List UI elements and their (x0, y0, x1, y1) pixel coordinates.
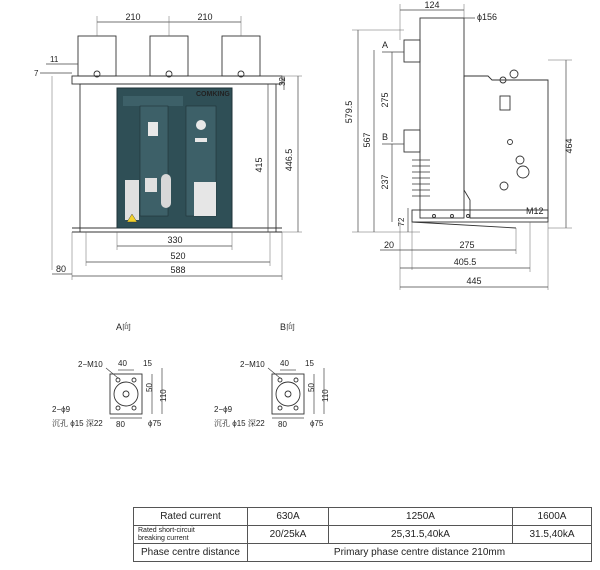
detail-A-holes: 2−ϕ9 (52, 405, 71, 414)
spec-table (133, 507, 592, 562)
detail-view-A (52, 321, 168, 429)
dim-210-right: 210 (197, 12, 213, 22)
detail-A-m10: 2−M10 (78, 360, 103, 369)
table-row (134, 526, 592, 544)
breaking-line-1: Rated short-circuit (138, 526, 195, 534)
dim-32: 32 (278, 77, 287, 86)
dim-588: 588 (170, 265, 186, 275)
dim-72: 72 (397, 217, 406, 227)
dim-567: 567 (362, 132, 372, 148)
dim-405-5: 405.5 (453, 257, 477, 267)
detail-B-d50: 50 (307, 383, 316, 392)
detail-A-d50: 50 (145, 383, 154, 392)
detail-B-m10: 2−M10 (240, 360, 265, 369)
front-view (34, 12, 302, 280)
rated-current-label: Rated current (134, 508, 248, 526)
dim-phi156: ϕ156 (477, 12, 498, 22)
detail-A-d15: 15 (143, 359, 152, 368)
detail-A-d110: 110 (159, 389, 168, 402)
detail-B-d80: 80 (278, 420, 287, 429)
breaking-1250: 25,31.5,40kA (329, 526, 513, 544)
dim-415: 415 (254, 157, 264, 173)
phase-distance-label: Phase centre distance (134, 544, 248, 562)
detail-B-holes: 2−ϕ9 (214, 405, 233, 414)
breaking-1600: 31.5,40kA (513, 526, 592, 544)
dim-7: 7 (34, 69, 39, 78)
phase-distance-value: Primary phase centre distance 210mm (248, 544, 592, 562)
dim-20: 20 (384, 240, 395, 250)
dim-124: 124 (424, 0, 440, 10)
dim-579-5: 579.5 (344, 100, 354, 124)
brand-label: COMKING (196, 91, 230, 98)
rated-current-630: 630A (248, 508, 329, 526)
detail-B-counterbore: 沉孔 ϕ15 深22 (214, 419, 265, 428)
detail-B-d110: 110 (321, 389, 330, 402)
dim-445: 445 (466, 276, 482, 286)
dim-237: 237 (380, 174, 390, 190)
detail-B-d40: 40 (280, 359, 289, 368)
dim-464: 464 (564, 138, 574, 154)
detail-B-d75: ϕ75 (310, 419, 324, 428)
detail-A-title: A向 (116, 322, 132, 332)
breaking-line-2: breaking current (138, 534, 189, 542)
rated-current-1250: 1250A (329, 508, 513, 526)
dim-330: 330 (167, 235, 183, 245)
detail-B-title: B向 (280, 322, 296, 332)
detail-A-d40: 40 (118, 359, 127, 368)
rated-current-1600: 1600A (513, 508, 592, 526)
dim-11: 11 (50, 55, 59, 64)
view-label-A: A (382, 40, 389, 50)
dim-275-vertical: 275 (380, 92, 390, 108)
detail-A-counterbore: 沉孔 ϕ15 深22 (52, 419, 103, 428)
table-row (134, 508, 592, 526)
detail-view-B (214, 321, 330, 429)
detail-A-d75: ϕ75 (148, 419, 162, 428)
label-M12: M12 (526, 206, 544, 216)
side-view (344, 0, 574, 290)
table-row (134, 544, 592, 562)
detail-A-d80: 80 (116, 420, 125, 429)
breaking-630: 20/25kA (248, 526, 329, 544)
dim-80: 80 (56, 264, 67, 274)
detail-B-d15: 15 (305, 359, 314, 368)
breaking-current-label (134, 526, 248, 544)
dim-275-horizontal: 275 (459, 240, 475, 250)
dim-446-5: 446.5 (284, 148, 294, 172)
dim-210-left: 210 (125, 12, 141, 22)
dim-520: 520 (170, 251, 186, 261)
view-label-B: B (382, 132, 389, 142)
